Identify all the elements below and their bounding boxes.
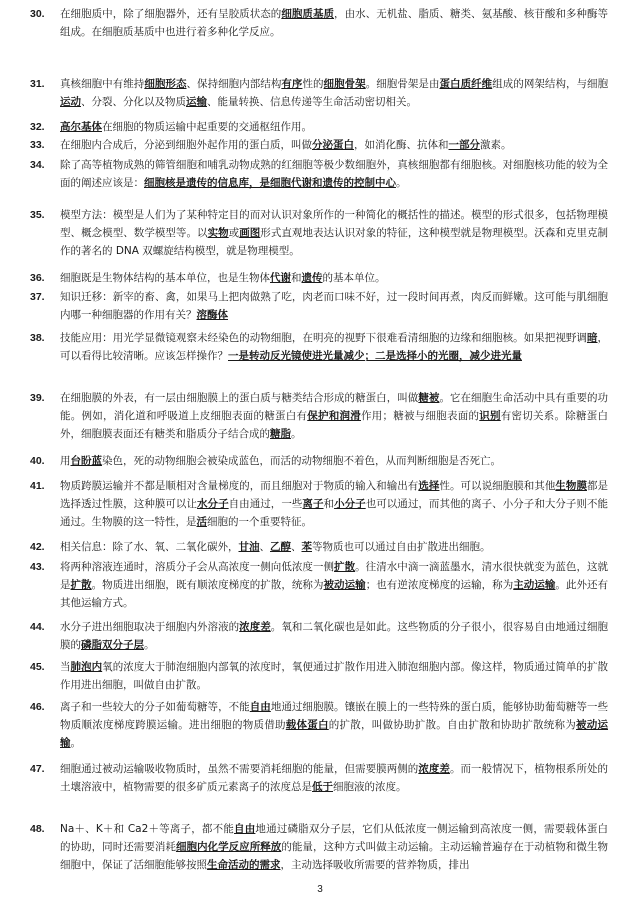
text-segment: ，可以看得比较清晰。应该怎样操作？: [60, 332, 609, 362]
key-term: 扩散: [70, 579, 92, 591]
key-term: 乙醇: [270, 541, 291, 553]
text-segment: 。此外还有其他运输方式。: [60, 579, 609, 609]
note-number: 47.: [30, 763, 45, 775]
note-item: [30, 118, 608, 136]
text-segment: ，如消化酶、抗体和: [354, 139, 449, 151]
note-item: [30, 477, 608, 531]
key-term: 运动: [60, 96, 81, 108]
key-term: 细胞核是遗传的信息库，是细胞代谢和遗传的控制中心: [144, 177, 396, 189]
key-term: 水分子: [197, 498, 229, 510]
text-segment: ；也有逆浓度梯度的运输，称为: [365, 579, 514, 591]
key-term: 细胞内化学反应所释放: [175, 841, 282, 853]
key-term: 运输: [186, 96, 207, 108]
note-number: 41.: [30, 480, 45, 492]
key-term: 磷脂双分子层: [81, 639, 144, 651]
text-segment: 和: [323, 498, 335, 510]
note-item: [30, 618, 608, 654]
key-term: 画图: [239, 227, 261, 239]
text-segment: 用: [60, 455, 71, 467]
note-number: 36.: [30, 272, 45, 284]
note-text: [60, 698, 608, 752]
note-item: [30, 269, 608, 287]
key-term: 肺泡内: [70, 661, 103, 673]
note-text: [60, 329, 608, 365]
key-term: 实物: [207, 227, 229, 239]
key-term: 蛋白质纤维: [439, 78, 493, 90]
note-item: [30, 538, 608, 556]
key-term: 低于: [312, 781, 333, 793]
key-term: 遗传: [301, 272, 323, 284]
text-segment: 和: [291, 272, 302, 284]
note-number: 32.: [30, 121, 45, 133]
text-segment: 或: [228, 227, 240, 239]
page-number: 3: [317, 884, 323, 895]
note-text: [60, 5, 608, 41]
key-term: 代谢: [270, 272, 291, 284]
key-term: 扩散: [334, 561, 356, 573]
text-segment: ，由水、无机盐、脂质、糖类、氨基酸、核苷酸和多种酶等组成。在细胞质基质中也进行着多种化学反应。: [60, 8, 609, 38]
key-term: 甘油: [238, 541, 260, 553]
key-term: 高尔基体: [60, 121, 102, 133]
text-segment: 。细胞骨架是由: [365, 78, 440, 90]
text-segment: 将两种溶液连通时，溶质分子会从高浓度一侧向低浓度一侧: [60, 561, 335, 573]
text-segment: 组成的网架结构，与细胞: [492, 78, 609, 90]
note-number: 45.: [30, 661, 45, 673]
note-item: [30, 5, 608, 41]
text-segment: 。往清水中滴一滴蓝墨水，清水很快就变为蓝色，这就是: [60, 561, 609, 591]
text-segment: 离子和一些较大的分子如葡萄糖等，不能: [60, 701, 250, 713]
key-term: 生命活动的需求: [207, 859, 281, 871]
text-segment: 、: [291, 541, 302, 553]
text-segment: 在细胞内合成后，分泌到细胞外起作用的蛋白质，叫做: [60, 139, 312, 151]
note-item: [30, 156, 608, 192]
note-text: [60, 156, 608, 192]
note-item: [30, 452, 608, 470]
key-term: 一部分: [448, 139, 480, 151]
note-item: [30, 760, 608, 796]
key-term: 保护和润滑: [307, 410, 361, 422]
text-segment: 激素。: [480, 139, 512, 151]
note-text: [60, 75, 608, 111]
text-segment: 都是选择透过性膜，这种膜可以让: [60, 480, 609, 510]
key-term: 有序: [281, 78, 303, 90]
note-number: 30.: [30, 8, 45, 20]
note-number: 38.: [30, 332, 45, 344]
text-segment: Na＋、K＋和 Ca2＋等离子，都不能: [60, 823, 235, 835]
note-number: 31.: [30, 78, 45, 90]
text-segment: 在细胞膜的外表，有一层由细胞膜上的蛋白质与糖类结合形成的糖蛋白，叫做: [60, 392, 419, 404]
note-item: [30, 206, 608, 260]
text-segment: 的扩散，叫做协助扩散。自由扩散和协助扩散统称为: [328, 719, 576, 731]
key-term: 暗: [586, 332, 598, 344]
text-segment: 物质跨膜运输并不都是顺相对含量梯度的，而且细胞对于物质的输入和输出有: [60, 480, 419, 492]
key-term: 识别: [479, 410, 501, 422]
note-text: [60, 389, 608, 443]
note-text: [60, 658, 608, 694]
key-term: 苯: [301, 541, 312, 553]
text-segment: 在细胞质中，除了细胞器外，还有呈胶质状态的: [60, 8, 282, 20]
key-term: 分泌蛋白: [312, 139, 354, 151]
key-term: 自由: [249, 701, 271, 713]
text-segment: 除了高等植物成熟的筛管细胞和哺乳动物成熟的红细胞等极少数细胞外，真核细胞都有细胞核。对细胞核功能的较为全面的阐述应该是：: [60, 159, 608, 189]
text-segment: 染色，死的动物细胞会被染成蓝色，而活的动物细胞不着色，从而判断细胞是否死亡。: [102, 455, 501, 467]
text-segment: 相关信息：除了水、氧、二氧化碳外，: [60, 541, 239, 553]
note-text: [60, 760, 608, 796]
text-segment: 当: [60, 661, 71, 673]
note-text: [60, 136, 608, 154]
note-text: [60, 477, 608, 531]
text-segment: 、: [259, 541, 270, 553]
text-segment: 地通过细胞膜。镶嵌在膜上的一些特殊的蛋白质，能够协助葡萄糖等一些物质顺浓度梯度跨膜运输。进出细胞的物质借助: [60, 701, 609, 731]
note-number: 46.: [30, 701, 45, 713]
text-segment: 。它在细胞生命活动中具有重要的功能。例如，消化道和呼吸道上皮细胞表面的糖蛋白有: [60, 392, 609, 422]
text-segment: 。: [144, 639, 155, 651]
text-segment: 、保持细胞内部结构: [186, 78, 282, 90]
note-text: [60, 206, 608, 260]
key-term: 细胞骨架: [323, 78, 366, 90]
key-term: 细胞质基质: [281, 8, 335, 20]
key-term: 活: [196, 516, 207, 528]
text-segment: 真核细胞中有维持: [60, 78, 145, 90]
text-segment: 的能量，这种方式叫做主动运输。主动运输普遍存在于动植物和微生物细胞中，保证了活细胞能够按照: [60, 841, 609, 871]
text-segment: 自由通过，一些: [228, 498, 303, 510]
key-term: 溶酶体: [196, 309, 228, 321]
key-term: 一是转动反光镜使进光量减少；二是选择小的光圈，减少进光量: [228, 350, 522, 362]
note-item: [30, 389, 608, 443]
key-term: 糖被: [418, 392, 440, 404]
note-text: [60, 538, 608, 556]
note-number: 43.: [30, 561, 45, 573]
text-segment: 作用；糖被与细胞表面的: [361, 410, 480, 422]
text-segment: 的基本单位。: [322, 272, 386, 284]
note-text: [60, 452, 608, 470]
key-term: 台盼蓝: [70, 455, 102, 467]
note-text: [60, 618, 608, 654]
note-item: [30, 75, 608, 111]
note-number: 33.: [30, 139, 45, 151]
note-item: [30, 698, 608, 752]
text-segment: 氧的浓度大于肺泡细胞内部氧的浓度时，氧便通过扩散作用进入肺泡细胞内部。像这样，物质通过简单的扩散作用进出细胞，叫做自由扩散。: [60, 661, 609, 691]
note-item: [30, 136, 608, 154]
text-segment: 也可以通过，而其他的离子、小分子和大分子则不能通过。生物膜的这一特性，是: [60, 498, 609, 528]
note-text: [60, 820, 608, 874]
note-item: [30, 558, 608, 612]
key-term: 糖脂: [270, 428, 291, 440]
key-term: 载体蛋白: [285, 719, 329, 731]
key-term: 主动运输: [513, 579, 556, 591]
text-segment: 性的: [302, 78, 324, 90]
key-term: 小分子: [334, 498, 366, 510]
text-segment: 、分裂、分化以及物质: [81, 96, 186, 108]
key-term: 自由: [234, 823, 256, 835]
key-term: 浓度差: [418, 763, 450, 775]
text-segment: 、能量转换、信息传递等生命活动密切相关。: [207, 96, 417, 108]
note-number: 34.: [30, 159, 45, 171]
text-segment: 在细胞的物质运输中起重要的交通枢纽作用。: [102, 121, 312, 133]
note-number: 35.: [30, 209, 45, 221]
key-term: 选择: [418, 480, 440, 492]
key-term: 细胞形态: [144, 78, 187, 90]
note-number: 42.: [30, 541, 45, 553]
text-segment: 模型方法：模型是人们为了某种特定目的而对认识对象所作的一种简化的概括性的描述。模型的形式很多，包括物理模型、概念模型、数学模型等。以: [60, 209, 608, 239]
note-text: [60, 558, 608, 612]
text-segment: 等物质也可以通过自由扩散进出细胞。: [312, 541, 491, 553]
key-term: 被动运输: [60, 719, 608, 749]
key-term: 被动运输: [323, 579, 366, 591]
key-term: 浓度差: [239, 621, 271, 633]
note-item: [30, 658, 608, 694]
note-number: 39.: [30, 392, 45, 404]
text-segment: 性。可以说细胞膜和其他: [439, 480, 556, 492]
note-text: [60, 118, 608, 136]
text-segment: 水分子进出细胞取决于细胞内外溶液的: [60, 621, 240, 633]
text-segment: 有密切关系。除糖蛋白外，细胞膜表面还有糖类和脂质分子结合成的: [60, 410, 608, 440]
text-segment: 细胞液的浓度。: [333, 781, 407, 793]
text-segment: 知识迁移：新宰的畜、禽，如果马上把肉做熟了吃，肉老而口味不好，过一段时间再煮，肉反而鲜嫩。这可能与肌细胞内哪一种细胞器的作用有关？: [60, 291, 608, 321]
key-term: 生物膜: [555, 480, 587, 492]
text-segment: 细胞通过被动运输吸收物质时，虽然不需要消耗细胞的能量，但需要膜两侧的: [60, 763, 419, 775]
note-number: 48.: [30, 823, 45, 835]
text-segment: 形式直观地表达认识对象的特征，这种模型就是物理模型。沃森和克里克制作的著名的 DNA 双螺旋结构模型，就是物理模型。: [60, 227, 609, 257]
text-segment: 细胞的一个重要特征。: [207, 516, 312, 528]
key-term: 离子: [302, 498, 324, 510]
text-segment: 。氧和二氧化碳也是如此。这些物质的分子很小，很容易自由地通过细胞膜的: [60, 621, 609, 651]
text-segment: 地通过磷脂双分子层，它们从低浓度一侧运输到高浓度一侧，需要载体蛋白的协助，同时还需要消耗: [60, 823, 609, 853]
note-number: 44.: [30, 621, 45, 633]
note-item: [30, 329, 608, 365]
text-segment: 。而一般情况下，植物根系所处的土壤溶液中，植物需要的很多矿质元素离子的浓度总是: [60, 763, 609, 793]
text-segment: 细胞既是生物体结构的基本单位，也是生物体: [60, 272, 270, 284]
note-item: [30, 820, 608, 874]
text-segment: 。: [291, 428, 302, 440]
text-segment: 。物质进出细胞，既有顺浓度梯度的扩散，统称为: [91, 579, 324, 591]
note-number: 40.: [30, 455, 45, 467]
note-text: [60, 288, 608, 324]
text-segment: 。: [70, 737, 81, 749]
text-segment: ，主动选择吸收所需要的营养物质，排出: [280, 859, 470, 871]
text-segment: 技能应用：用光学显微镜观察未经染色的动物细胞，在明亮的视野下很难看清细胞的边缘和细胞核。如果把视野调: [60, 332, 587, 344]
note-text: [60, 269, 608, 287]
note-item: [30, 288, 608, 324]
text-segment: 。: [396, 177, 407, 189]
note-number: 37.: [30, 291, 45, 303]
